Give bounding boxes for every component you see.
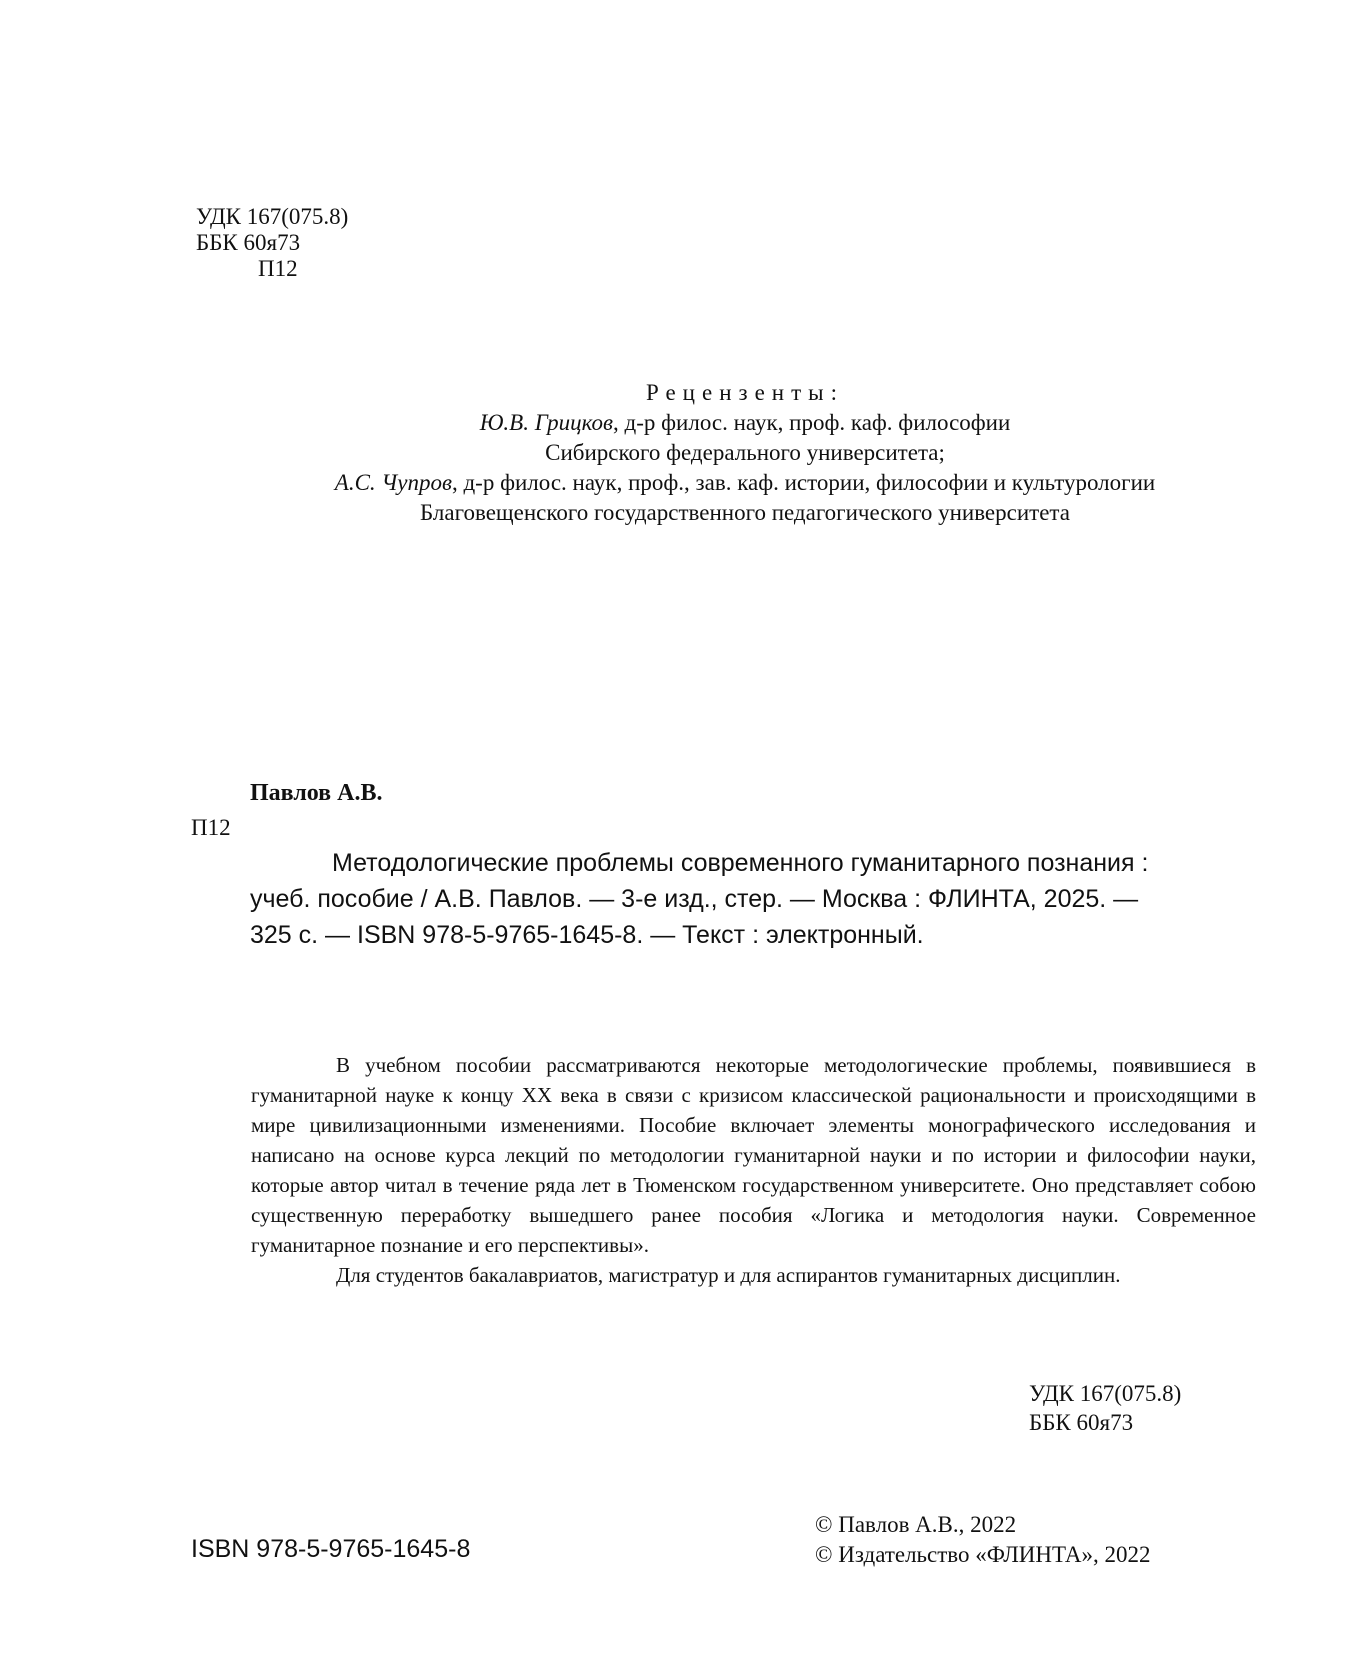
reviewer-2-name: А.С. Чупров: [334, 470, 452, 495]
reviewers-block: [180, 378, 1310, 528]
author-mark: П12: [258, 256, 298, 281]
reviewer-1-org: Сибирского федерального университета;: [545, 440, 945, 465]
reviewer-2-org: Благовещенского государственного педагогического университета: [420, 500, 1070, 525]
biblio-line-3: 325 с. — ISBN 978-5-9765-1645-8. — Текст : электронный.: [250, 921, 924, 949]
reviewer-2-title: , д-р филос. наук, проф., зав. каф. истории, философии и культурологии: [451, 470, 1156, 495]
copyright-author: © Павлов А.В., 2022: [815, 1512, 1017, 1537]
reviewer-1-title: , д-р филос. наук, проф. каф. философии: [613, 410, 1011, 435]
reviewer-2: [180, 468, 1310, 498]
biblio-line-2: учеб. пособие / А.В. Павлов. — 3-е изд., стер. — Москва : ФЛИНТА, 2025. —: [250, 885, 1139, 913]
annotation-paragraph-2: Для студентов бакалавриатов, магистратур и для аспирантов гуманитарных дисциплин.: [336, 1263, 1121, 1287]
biblio-line-1: Методологические проблемы современного гуманитарного познания :: [332, 849, 1149, 877]
bbk-code-bottom: ББК 60я73: [1029, 1410, 1134, 1435]
annotation: [251, 1050, 1256, 1290]
isbn: ISBN 978-5-9765-1645-8: [191, 1535, 471, 1563]
index-codes-top: [196, 204, 348, 282]
reviewer-1-name: Ю.В. Грицков: [479, 410, 614, 435]
reviewers-heading: Рецензенты:: [645, 380, 845, 405]
reviewer-1: [180, 408, 1310, 438]
entry-author: Павлов А.В.: [250, 780, 383, 806]
udk-code-bottom: УДК 167(075.8): [1029, 1381, 1182, 1406]
bbk-code: ББК 60я73: [196, 230, 301, 255]
annotation-paragraph-1: В учебном пособии рассматриваются некоторые методологические проблемы, появившиеся в гуманитарной науке к концу XX века в связи с кризисом классической рациональности и происходящими в мире цивилизационными изменениями. Пособие включает элементы монографического исследования и написано на основе курса лекций по методологии гуманитарной науки и по истории и философии науки, которые автор читал в течение ряда лет в Тюменском государственном университете. Оно представляет собою существенную переработку вышедшего ранее пособия «Логика и методология науки. Современное гуманитарное познание и его перспективы».: [251, 1053, 1256, 1257]
copyright-block: [815, 1510, 1151, 1570]
index-codes-bottom: [1029, 1379, 1181, 1437]
bibliographic-entry: [250, 845, 1240, 953]
copyright-publisher: © Издательство «ФЛИНТА», 2022: [815, 1542, 1151, 1567]
entry-author-mark: П12: [191, 815, 231, 840]
udk-code: УДК 167(075.8): [196, 204, 349, 229]
